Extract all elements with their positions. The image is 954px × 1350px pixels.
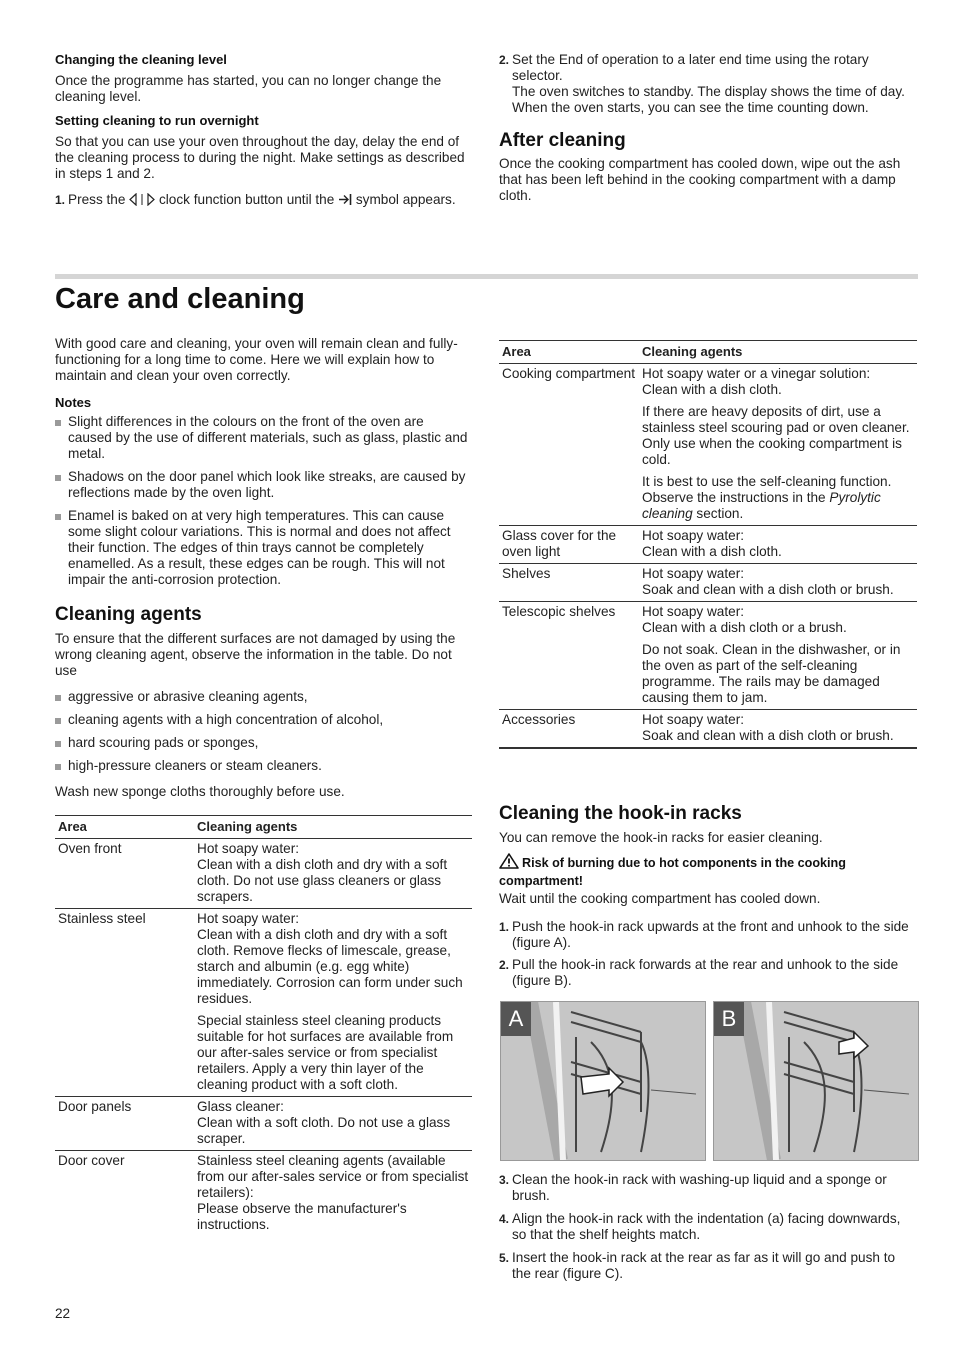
hook-in-racks-intro: You can remove the hook-in racks for easier cleaning. [499,830,823,845]
step-text: Align the hook-in rack with the indentation (a) facing downwards, so that the shelf heights match. [512,1211,901,1242]
agent-line: Special stainless steel cleaning products suitable for hot surfaces are available from our after-sales service or from specialist retailers. Apply a very thin layer of the cleaning product with a soft cloth. [197,1013,454,1092]
agent-line: Stainless steel cleaning agents (available from our after-sales service or from specialist retailers): [197,1153,469,1200]
agent-line: If there are heavy deposits of dirt, use a stainless steel scouring pad or oven cleaner. Only use when the cooking compartment is cold. [642,404,910,467]
overnight-heading: Setting cleaning to run overnight [55,113,259,128]
step-number: 5. [499,1251,510,1265]
step2-subtext: The oven switches to standby. The display shows the time of day. When the oven starts, you can see the time counting down. [512,84,905,115]
agent-line: Hot soapy water: [642,604,744,619]
hook-in-racks-section [499,803,917,989]
changing-text: Once the programme has started, you can no longer change the cleaning level. [55,73,442,104]
area-cell: Stainless steel [55,909,194,1097]
figure-a-label: A [501,1002,531,1036]
changing-heading: Changing the cleaning level [55,52,227,67]
warning-triangle-icon [499,853,519,873]
agents-cell [639,602,917,710]
step1-text-b: clock function button until the [158,192,335,207]
agent-line: Hot soapy water: [197,911,299,926]
agent-line: Clean with a dish cloth. [642,544,782,559]
figure-a-illustration [501,1002,705,1160]
agents-cell [639,526,917,564]
agents-cell [639,564,917,602]
agents-cell [194,1151,472,1237]
step-text: Insert the hook-in rack at the rear as far as it will go and push to the rear (figure C). [512,1250,896,1281]
agent-line: Soak and clean with a dish cloth or brush. [642,582,894,597]
table-row [499,564,917,602]
end-time-icon [338,193,352,210]
table-row [499,602,917,710]
area-cell: Accessories [499,710,639,749]
step2-text: Set the End of operation to a later end time using the rotary selector. [512,52,869,83]
hook-step [499,1172,917,1204]
warning-title [499,853,917,889]
area-cell: Cooking compartment [499,364,639,526]
hook-step [499,1250,917,1282]
agents-cell [194,1097,472,1151]
col-area: Area [499,341,639,364]
do-not-use-item: hard scouring pads or sponges, [55,735,471,751]
step-text: Clean the hook-in rack with washing-up liquid and a sponge or brush. [512,1172,887,1203]
figure-b [713,1001,919,1161]
step-number: 1. [55,193,66,207]
top-right-column [499,52,917,204]
agent-line: Clean with a soft cloth. Do not use a glass scraper. [197,1115,451,1146]
figure-b-illustration [714,1002,918,1160]
table-row [499,710,917,749]
wash-note: Wash new sponge cloths thoroughly before use. [55,784,345,799]
table-row [55,839,472,909]
agents-cell [194,839,472,909]
area-cell: Door cover [58,1153,125,1168]
col-cleaning-agents: Cleaning agents [639,341,917,364]
agent-line: Clean with a dish cloth and dry with a soft cloth. Do not use glass cleaners or glass scrapers. [197,857,448,904]
note-item: Slight differences in the colours on the front of the oven are caused by the use of different materials, such as glass, plastic and metal. [55,414,471,462]
agent-line: Clean with a dish cloth or a brush. [642,620,847,635]
step1-text-c: symbol appears. [355,192,456,207]
agent-line: Soak and clean with a dish cloth or brush. [642,728,894,743]
cleaning-table-right [499,340,917,749]
page-title: Care and cleaning [55,283,305,315]
warning-title-text: Risk of burning due to hot components in the cooking compartment! [499,856,846,888]
hook-steps-b [499,1172,917,1282]
step-text: Push the hook-in rack upwards at the front and unhook to the side (figure A). [512,919,909,950]
after-cleaning-heading: After cleaning [499,130,626,151]
page-number: 22 [55,1306,71,1321]
agents-cell [639,710,917,749]
clock-arrows-icon [129,193,155,210]
agent-text: It is best to use the self-cleaning function. Observe the instructions in the [642,474,892,505]
cleaning-agents-intro: To ensure that the different surfaces are not damaged by using the wrong cleaning agent, observe the information in the table. Do not use [55,631,456,678]
notes-list [55,414,471,588]
step-number: 4. [499,1212,510,1226]
step-number: 1. [499,920,510,934]
hook-step [499,1211,917,1243]
agent-line: Please observe the manufacturer's instructions. [197,1201,407,1232]
hook-in-racks-heading: Cleaning the hook-in racks [499,803,742,824]
area-cell: Oven front [55,839,194,909]
overnight-text: So that you can use your oven throughout the day, delay the end of the cleaning process to during the night. Make settings as described in steps 1 and 2. [55,134,465,181]
area-cell: Shelves [499,564,639,602]
chapter-divider [55,274,918,279]
hook-step [499,919,917,951]
agent-line: Clean with a dish cloth. [642,382,782,397]
figure-a [500,1001,706,1161]
do-not-use-item: high-pressure cleaners or steam cleaners. [55,758,471,774]
agent-line: Hot soapy water: [642,712,744,727]
table-row [55,1097,472,1151]
table-header-row [55,816,472,839]
table-row [55,1151,472,1237]
table-row [499,526,917,564]
warning-text: Wait until the cooking compartment has cooled down. [499,891,821,906]
overnight-step-2 [499,52,917,116]
table-header-row [499,341,917,364]
agent-line: Hot soapy water: [642,528,744,543]
agent-line: Hot soapy water or a vinegar solution: [642,366,871,381]
agents-cell [194,909,472,1097]
top-left-column [55,52,470,210]
do-not-use-item: aggressive or abrasive cleaning agents, [55,689,471,705]
agents-cell [639,364,917,526]
col-cleaning-agents: Cleaning agents [194,816,472,839]
main-left-column [55,336,471,800]
agent-line: Clean with a dish cloth and dry with a soft cloth. Remove flecks of limescale, grease, starch and albumin (e.g. egg white) immediately. Corrosion can form under such residues. [197,927,463,1006]
agent-line [642,474,914,522]
do-not-use-list [55,689,471,774]
hook-steps-a [499,919,917,989]
area-cell: Telescopic shelves [499,602,639,710]
step1-text-a: Press the [68,192,126,207]
area-cell: Door panels [55,1097,194,1151]
table-row [55,909,472,1097]
after-cleaning-text: Once the cooking compartment has cooled down, wipe out the ash that has been left behind in the cooking compartment with a damp cloth. [499,156,901,203]
agent-line: Glass cleaner: [197,1099,284,1114]
agent-line: Do not soak. Clean in the dishwasher, or in the oven as part of the self-cleaning programme. The rails may be damaged causing them to jam. [642,642,901,705]
cleaning-agents-heading: Cleaning agents [55,604,202,625]
overnight-step-1 [55,192,470,210]
hook-step [499,957,917,989]
area-cell: Glass cover for the oven light [499,526,639,564]
notes-heading: Notes [55,395,92,410]
note-item: Enamel is baked on at very high temperatures. This can cause some slight colour variations. This is normal and does not affect their function. The edges of thin trays cannot be completely enamelled. As a result, these edges can be rough. This will not impair the anti-corrosion protection. [55,508,471,588]
col-area: Area [55,816,194,839]
intro-text: With good care and cleaning, your oven will remain clean and fully-functioning for a long time to come. Here we will explain how to maintain and clean your oven correctly. [55,336,458,383]
agent-line: Hot soapy water: [197,841,299,856]
do-not-use-item: cleaning agents with a high concentration of alcohol, [55,712,471,728]
step-number: 2. [499,958,510,972]
agent-line: Hot soapy water: [642,566,744,581]
note-item: Shadows on the door panel which look like streaks, are caused by reflections made by the oven light. [55,469,471,501]
cleaning-table-left [55,815,472,1236]
step-text: Pull the hook-in rack forwards at the rear and unhook to the side (figure B). [512,957,899,988]
table-row [499,364,917,526]
step-number: 2. [499,53,510,67]
figure-b-label: B [714,1002,744,1036]
agent-text: section. [696,506,744,521]
step-number: 3. [499,1173,510,1187]
pyrolytic-reference: Pyrolytic cleaning [642,490,881,521]
